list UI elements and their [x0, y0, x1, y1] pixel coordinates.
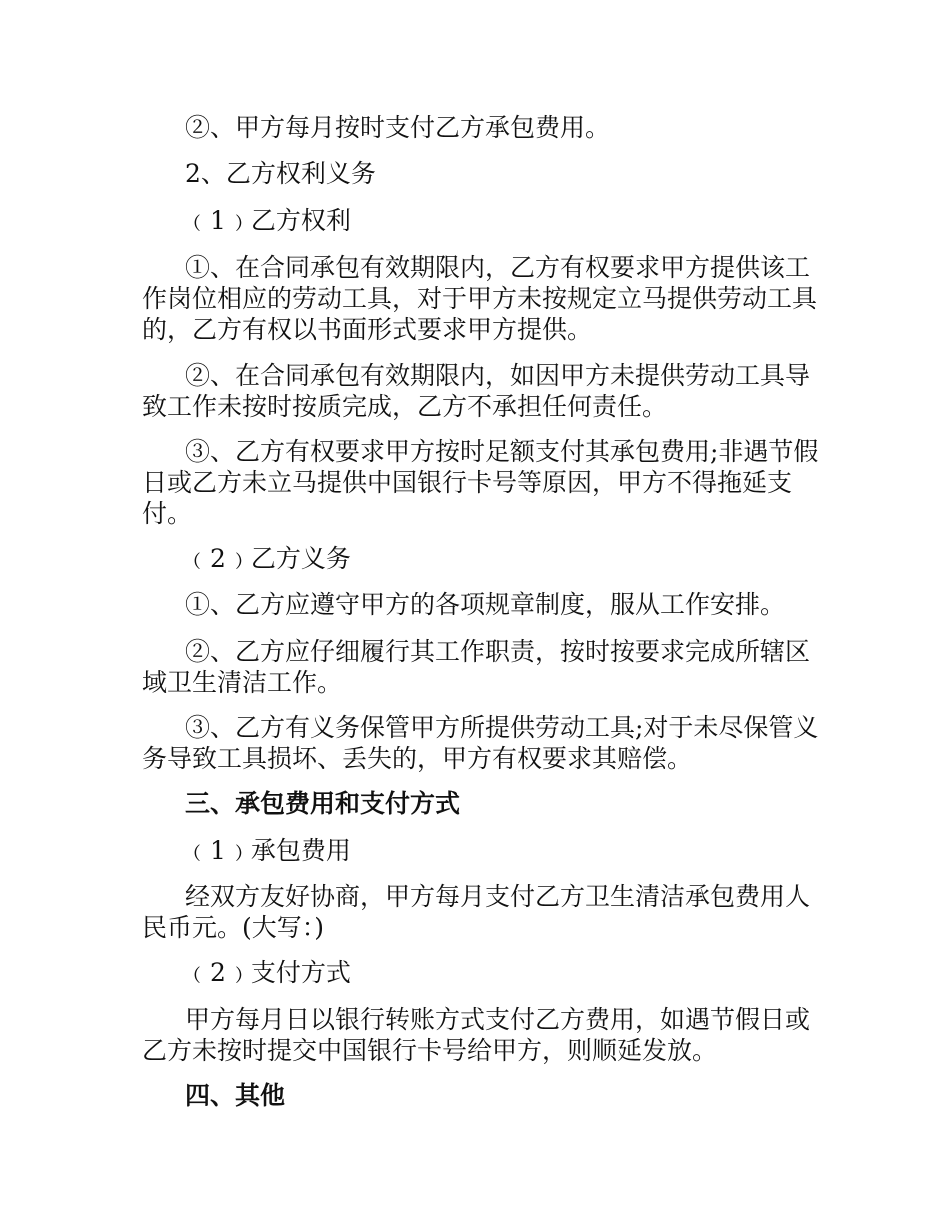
- section-heading-rights-obligations: 2、乙方权利义务: [185, 159, 376, 188]
- subsection-heading-obligations: ﹙2﹚乙方义务: [185, 544, 351, 573]
- paragraph-obligation-1: ①、乙方应遵守甲方的各项规章制度，服从工作安排。: [185, 590, 786, 619]
- section-heading-fees-payment: 三、承包费用和支付方式: [185, 789, 461, 818]
- section-heading-other: 四、其他: [185, 1081, 286, 1110]
- subsection-heading-fees: ﹙1﹚承包费用: [185, 836, 351, 865]
- paragraph-payment-method: 甲方每月日以银行转账方式支付乙方费用，如遇节假日或乙方未按时提交中国银行卡号给甲方，则顺延发放。: [142, 1005, 811, 1065]
- paragraph-right-1: ①、在合同承包有效期限内，乙方有权要求甲方提供该工作岗位相应的劳动工具，对于甲方未按规定立马提供劳动工具的，乙方有权以书面形式要求甲方提供。: [142, 253, 818, 344]
- paragraph-right-3: ③、乙方有权要求甲方按时足额支付其承包费用;非遇节假日或乙方未立马提供中国银行卡号等原因，甲方不得拖延支付。: [142, 437, 819, 528]
- paragraph-fee-amount: 经双方友好协商，甲方每月支付乙方卫生清洁承包费用人民币元。(大写：): [142, 882, 811, 942]
- subsection-heading-payment-method: ﹙2﹚支付方式: [185, 958, 351, 987]
- paragraph-right-2: ②、在合同承包有效期限内，如因甲方未提供劳动工具导致工作未按时按质完成，乙方不承担任何责任。: [142, 361, 811, 421]
- paragraph-obligation-3: ③、乙方有义务保管甲方所提供劳动工具;对于未尽保管义务导致工具损坏、丢失的，甲方有权要求其赔偿。: [142, 713, 819, 773]
- subsection-heading-rights: ﹙1﹚乙方权利: [185, 206, 351, 235]
- paragraph-obligation-2: ②、乙方应仔细履行其工作职责，按时按要求完成所辖区域卫生清洁工作。: [142, 637, 811, 697]
- paragraph-payment-duty: ②、甲方每月按时支付乙方承包费用。: [185, 113, 611, 142]
